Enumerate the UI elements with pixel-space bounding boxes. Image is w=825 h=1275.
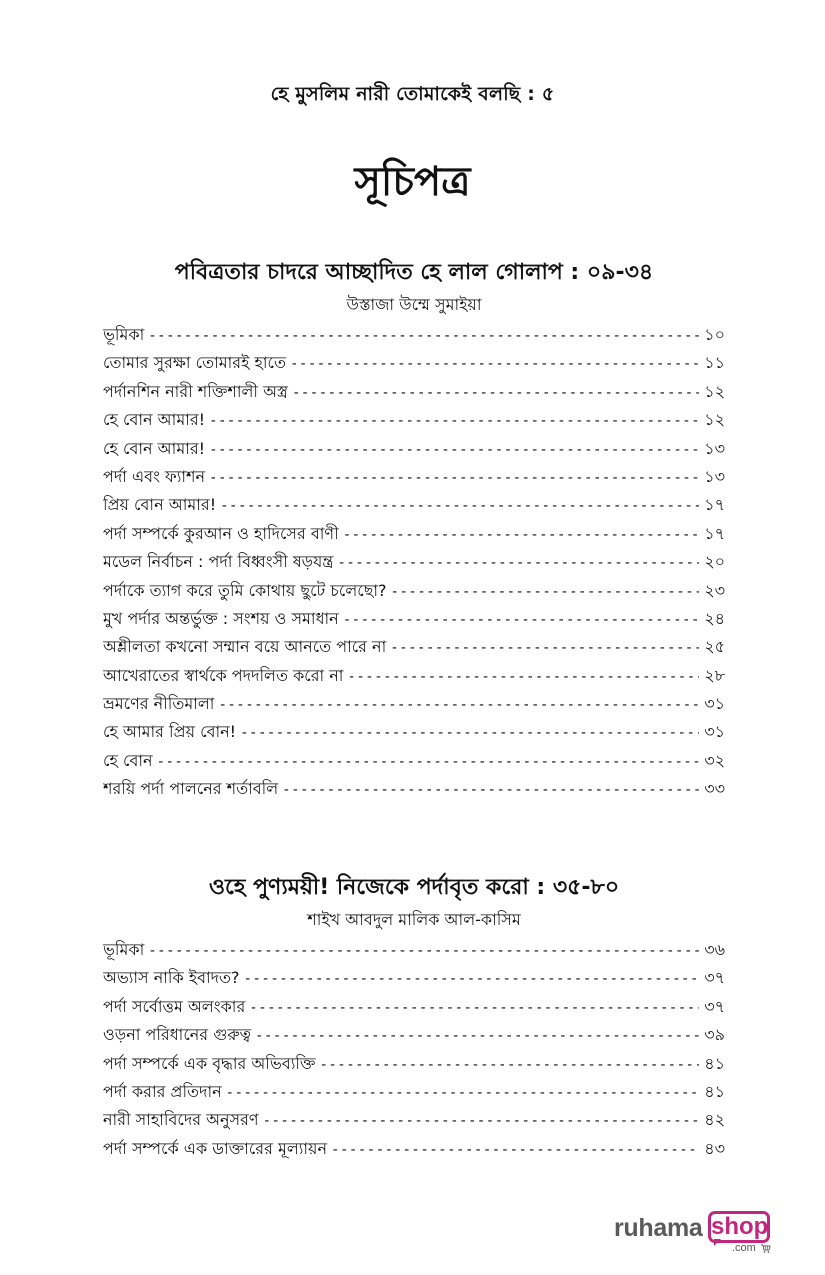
toc-entry-page: ২০	[704, 552, 725, 572]
dot-leader	[331, 1136, 699, 1163]
toc-entry	[103, 1078, 725, 1106]
dot-leader	[319, 1051, 699, 1078]
toc-entry	[103, 406, 725, 434]
toc-entry-label: তোমার সুরক্ষা তোমারই হাতে	[103, 353, 286, 373]
logo-domain: .com	[732, 1242, 756, 1254]
toc-entry-page: ১১	[704, 353, 725, 373]
toc-entry-page: ৩৭	[704, 968, 725, 988]
page-title: সূচিপত্র	[354, 159, 471, 205]
toc-entry-label: পর্দা সর্বোত্তম অলংকার	[103, 996, 246, 1016]
toc-entry	[103, 690, 725, 718]
toc-entry	[103, 520, 725, 548]
dot-leader	[148, 322, 699, 349]
section-title: ওহে পুণ্যময়ী! নিজেকে পর্দাবৃত করো : ৩৫-৮০	[208, 875, 620, 900]
dot-leader	[292, 379, 699, 406]
toc-entry-label: প্রিয় বোন আমার!	[103, 495, 217, 515]
toc-section	[103, 255, 725, 804]
toc-entry	[103, 1135, 725, 1163]
toc-entry-label: হে বোন	[103, 750, 153, 770]
cart-icon	[761, 1244, 771, 1253]
toc-entry-page: ১৩	[704, 466, 725, 486]
toc-entry-label: পর্দা করার প্রতিদান	[103, 1081, 222, 1101]
toc-entry	[103, 577, 725, 605]
toc-entry-page: ৪৩	[704, 1138, 725, 1158]
toc-entry	[103, 321, 725, 349]
toc-entry-page: ১২	[704, 410, 725, 430]
toc-entry-page: ১৭	[704, 495, 725, 515]
dot-leader	[209, 407, 699, 434]
toc-entry-label: পর্দা এবং ফ্যাশন	[103, 466, 206, 486]
toc-entry-page: ২৫	[704, 637, 725, 657]
section-author: উস্তাজা উম্মে সুমাইয়া	[346, 295, 482, 314]
dot-leader	[343, 606, 699, 633]
toc-entry-label: হে আমার প্রিয় বোন!	[103, 722, 237, 742]
toc-entry	[103, 747, 725, 775]
dot-leader	[343, 521, 699, 548]
toc-entry-label: পর্দা সম্পর্কে এক বৃদ্ধার অভিব্যক্তি	[103, 1053, 316, 1073]
dot-leader	[209, 436, 699, 463]
dot-leader	[290, 350, 699, 377]
dot-leader	[220, 492, 699, 519]
toc-entry	[103, 1021, 725, 1049]
toc-entry	[103, 964, 725, 992]
dot-leader	[240, 719, 699, 746]
toc-entry-label: ওড়না পরিধানের গুরুত্ব	[103, 1025, 252, 1045]
section-title: পবিত্রতার চাদরে আচ্ছাদিত হে লাল গোলাপ : ০৯-৩৪	[174, 260, 654, 285]
toc-entry-page: ১৭	[704, 523, 725, 543]
toc-entry-label: অভ্যাস নাকি ইবাদত?	[103, 968, 240, 988]
dot-leader	[226, 1079, 699, 1106]
toc-entry	[103, 491, 725, 519]
toc-entry-page: ৩৩	[704, 779, 725, 799]
toc-entry-label: ভূমিকা	[103, 940, 145, 959]
section-author: শাইখ আবদুল মালিক আল-কাসিম	[307, 910, 521, 929]
toc-entry-page: ২৪	[704, 608, 725, 628]
logo-brand-left: ruhama	[614, 1214, 703, 1242]
toc-entry-page: ২৩	[704, 580, 725, 600]
toc-entry-page: ২৮	[704, 665, 725, 685]
dot-leader	[391, 578, 699, 605]
toc-entry-label: শরয়ি পর্দা পালনের শর্তাবলি	[103, 779, 279, 799]
dot-leader	[390, 634, 699, 661]
dot-leader	[244, 965, 699, 992]
toc-entry-page: ১০	[704, 325, 725, 344]
toc-entry-label: অশ্লীলতা কখনো সম্মান বয়ে আনতে পারে না	[103, 637, 387, 657]
toc-list	[103, 936, 725, 1163]
toc-entry	[103, 662, 725, 690]
toc-entry-label: পর্দা সম্পর্কে এক ডাক্তারের মূল্যায়ন	[103, 1138, 328, 1158]
toc-entry-label: পর্দানশিন নারী শক্তিশালী অস্ত্র	[103, 381, 288, 401]
toc-entry-label: ভূমিকা	[103, 325, 145, 344]
toc-entry	[103, 633, 725, 661]
toc-entry	[103, 1050, 725, 1078]
toc-entry-label: মুখ পর্দার অন্তর্ভুক্ত : সংশয় ও সমাধান	[103, 608, 339, 628]
toc-entry-page: ৩২	[704, 750, 725, 770]
dot-leader	[209, 464, 699, 491]
dot-leader	[282, 776, 699, 803]
toc-entry	[103, 718, 725, 746]
toc-entry-label: আখেরাতের স্বার্থকে পদদলিত করো না	[103, 665, 344, 685]
toc-entry-page: ১২	[704, 381, 725, 401]
toc-entry-page: ১৩	[704, 438, 725, 458]
dot-leader	[249, 994, 699, 1021]
dot-leader	[347, 663, 699, 690]
dot-leader	[337, 549, 699, 576]
toc-entry-page: ৪১	[704, 1053, 725, 1073]
toc-entry	[103, 936, 725, 964]
speech-bubble-tail-icon	[714, 1239, 721, 1246]
toc-entry-label: নারী সাহাবিদের অনুসরণ	[103, 1110, 259, 1130]
toc-entry	[103, 1106, 725, 1134]
toc-entry-page: ৩৭	[704, 996, 725, 1016]
toc-entry	[103, 378, 725, 406]
toc-entry-label: হে বোন আমার!	[103, 410, 206, 430]
toc-entry	[103, 993, 725, 1021]
dot-leader	[148, 937, 699, 964]
toc-entry-label: ভ্রমণের নীতিমালা	[103, 694, 215, 714]
toc-entry-label: হে বোন আমার!	[103, 438, 206, 458]
toc-entry-page: ৩৬	[704, 940, 725, 959]
toc-entry-page: ৩১	[704, 694, 725, 714]
toc-entry	[103, 349, 725, 377]
toc-entry	[103, 548, 725, 576]
toc-entry	[103, 435, 725, 463]
toc-list	[103, 321, 725, 804]
dot-leader	[157, 748, 699, 775]
toc-entry-label: পর্দাকে ত্যাগ করে তুমি কোথায় ছুটে চলেছো?	[103, 580, 387, 600]
toc-entry-page: ৩৯	[704, 1025, 725, 1045]
dot-leader	[218, 691, 699, 718]
toc-entry	[103, 605, 725, 633]
toc-entry-page: ৪১	[704, 1081, 725, 1101]
toc-entry-page: ৪২	[704, 1110, 725, 1130]
dot-leader	[263, 1107, 699, 1134]
toc-entry-label: মডেল নির্বাচন : পর্দা বিধ্বংসী ষড়যন্ত্র	[103, 552, 334, 572]
toc-section	[103, 870, 725, 1163]
logo-brand-right: shop	[711, 1213, 769, 1240]
dot-leader	[255, 1022, 699, 1049]
toc-entry-label: পর্দা সম্পর্কে কুরআন ও হাদিসের বাণী	[103, 523, 339, 543]
toc-entry	[103, 463, 725, 491]
publisher-logo	[614, 1211, 784, 1257]
toc-entry-page: ৩১	[704, 722, 725, 742]
toc-entry	[103, 775, 725, 803]
running-head: হে মুসলিম নারী তোমাকেই বলছি : ৫	[270, 83, 555, 105]
